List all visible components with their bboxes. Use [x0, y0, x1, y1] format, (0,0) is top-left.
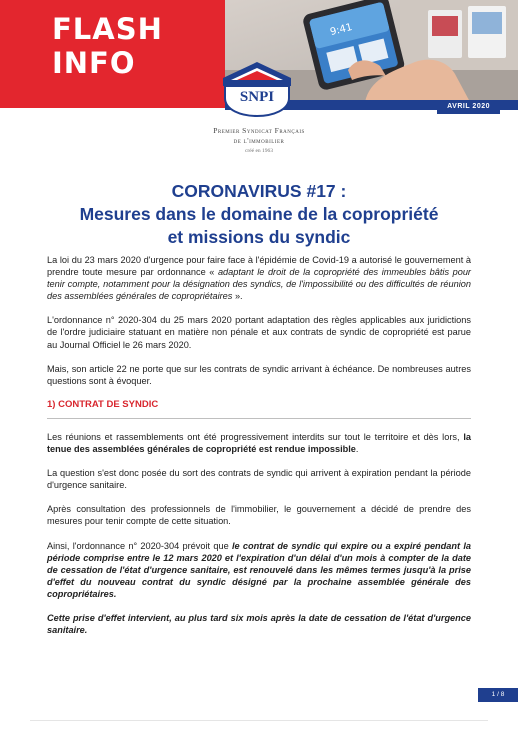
header-banner — [0, 0, 518, 108]
title-line1: CORONAVIRUS #17 : — [171, 181, 347, 201]
paragraph-reunions — [47, 431, 471, 455]
flash-line1: FLASH — [52, 12, 163, 46]
intro-text: La loi du 23 mars 2020 d'urgence pour faire face à l'épidémie de Covid-19 a autorisé le gouvernement à prendre toute mesure par ordonnance « — [47, 255, 471, 278]
snpi-logo — [217, 58, 297, 118]
paragraph-ordonnance: L'ordonnance n° 2020-304 du 25 mars 2020 portant adaptation des règles applicables aux juridictions de l'ordre judiciaire statuant en matière non pénale et aux contrats de syndic de copropriété est parue au Journal Officiel le 26 mars 2020. — [47, 315, 471, 350]
paragraph-consultation: Après consultation des professionnels de l'immobilier, le gouvernement a décidé de prendre des mesures pour tenir compte de cette situation. — [47, 504, 471, 527]
tagline-line2: de l'immobilier — [233, 136, 285, 145]
tagline — [0, 126, 518, 156]
section-divider — [47, 418, 471, 419]
reunions-text: Les réunions et rassemblements ont été progressivement interdits sur tout le territoire et dès lors, — [47, 431, 464, 442]
paragraph-intro — [47, 254, 471, 302]
paragraph-question: La question s'est donc posée du sort des contrats de syndic qui arrivent à expiration pendant la période d'urgence sanitaire. — [47, 468, 471, 491]
page-title — [40, 180, 478, 249]
tagline-line3: créé en 1963 — [244, 148, 274, 154]
title-line3: et missions du syndic — [167, 227, 351, 247]
reunions-end: . — [355, 444, 359, 455]
logo-text: SNPI — [239, 89, 275, 105]
paragraph-article22: Mais, son article 22 ne porte que sur les contrats de syndic arrivant à échéance. De nombreuses autres questions sont à évoquer. — [47, 363, 471, 386]
article-body — [47, 254, 471, 648]
paragraph-prise-effet: Cette prise d'effet intervient, au plus tard six mois après la date de cessation de l'état d'urgence sanitaire. — [47, 612, 471, 636]
section-heading-contrat-syndic: 1) CONTRAT DE SYNDIC — [47, 398, 159, 410]
tagline-line1: Premier Syndicat Français — [213, 126, 305, 135]
flash-info-title — [52, 12, 163, 80]
page-number: 1 / 8 — [478, 688, 518, 702]
paragraph-ainsi — [47, 540, 471, 600]
reunions-bold: la tenue des assemblées générales de copropriété est rendue impossible — [47, 431, 471, 455]
ainsi-text: Ainsi, l'ordonnance n° 2020-304 prévoit que — [47, 540, 232, 551]
flash-line2: INFO — [52, 46, 136, 80]
issue-date: AVRIL 2020 — [437, 100, 500, 114]
title-line2: Mesures dans le domaine de la copropriété — [79, 204, 439, 224]
intro-end: ». — [232, 291, 243, 302]
ainsi-bold: le contrat de syndic qui expire ou a expiré pendant la période comprise entre le 12 mars 2020 et l'expiration d'un délai d'un mois à compter de la date de cessation de l'état d'urgence sanitaire, est renouvelé dans les mêmes termes jusqu'à la prise d'effet du nouveau contrat du syndic désigné par la prochaine assemblée générale des copropriétaires. — [47, 540, 471, 599]
intro-quote: adaptant le droit de la copropriété des immeubles bâtis pour tenir compte, notamment pour la désignation des syndics, de l'impossibilité ou des difficultés de réunion des assemblées générales de copropriétaires — [47, 267, 471, 302]
bottom-divider — [30, 720, 488, 721]
phone-time: 9:41 — [329, 21, 354, 39]
